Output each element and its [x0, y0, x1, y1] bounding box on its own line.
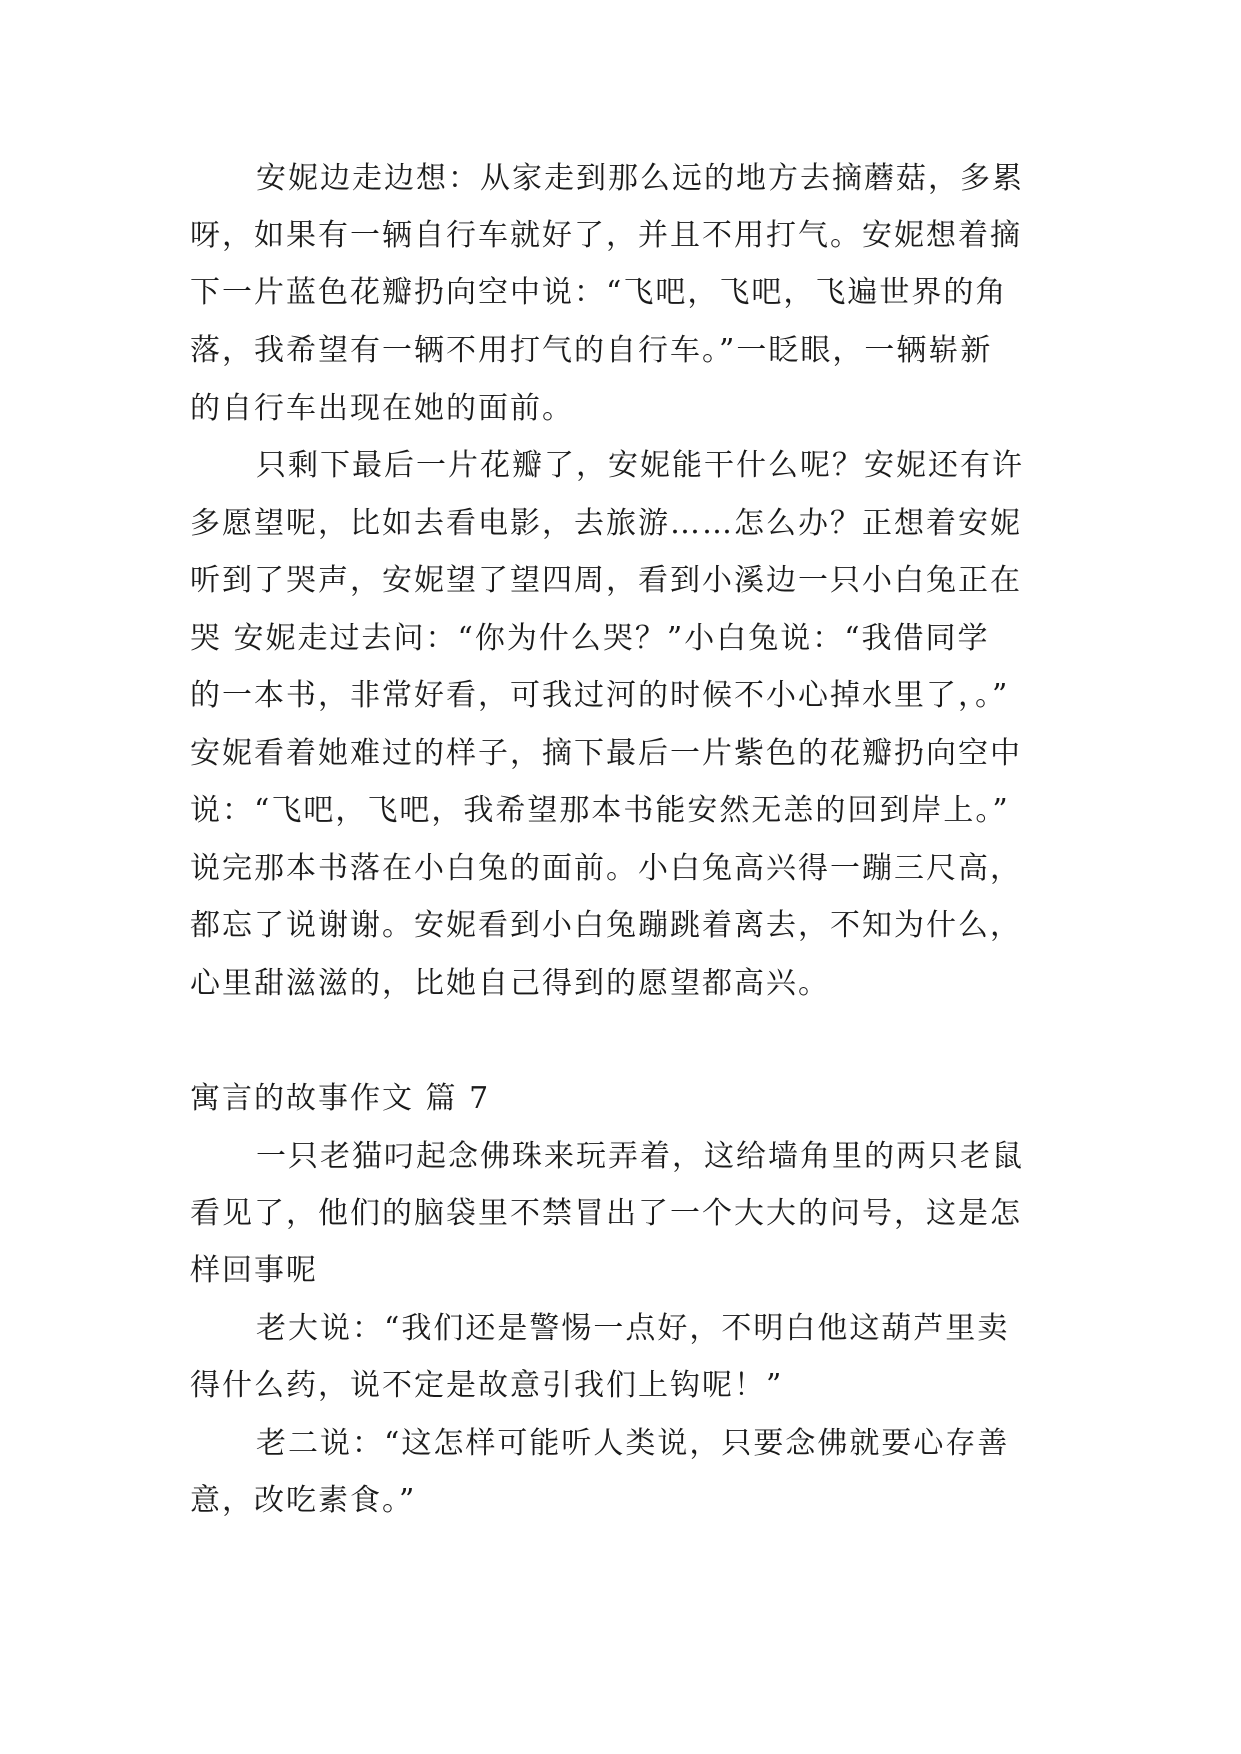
paragraph-line: 安妮看着她难过的样子，摘下最后一片紫色的花瓣扔向空中	[190, 736, 1022, 771]
paragraph-line: 多愿望呢，比如去看电影，去旅游……怎么办？正想着安妮	[190, 506, 1022, 541]
paragraph-line: 下一片蓝色花瓣扔向空中说：“飞吧，飞吧，飞遍世界的角	[190, 275, 1008, 310]
paragraph-line: 呀，如果有一辆自行车就好了，并且不用打气。安妮想着摘	[190, 218, 1022, 253]
paragraph-line: 老二说：“这怎样可能听人类说，只要念佛就要心存善	[256, 1426, 1010, 1461]
paragraph-line: 的自行车出现在她的面前。	[190, 391, 574, 426]
paragraph-line: 意，改吃素食。”	[190, 1483, 417, 1518]
paragraph-line: 落，我希望有一辆不用打气的自行车。”一眨眼，一辆崭新	[190, 333, 993, 368]
paragraph-line: 的一本书，非常好看，可我过河的时候不小心掉水里了，。”	[190, 678, 1010, 713]
paragraph-line: 样回事呢	[190, 1253, 318, 1288]
paragraph-line: 心里甜滋滋的，比她自己得到的愿望都高兴。	[190, 966, 830, 1001]
paragraph-line: 只剩下最后一片花瓣了，安妮能干什么呢？安妮还有许	[256, 448, 1024, 483]
paragraph-line: 哭 安妮走过去问：“你为什么哭？”小白兔说：“我借同学	[190, 621, 990, 656]
section-heading: 寓言的故事作文 篇 7	[190, 1081, 491, 1116]
paragraph-line: 说：“飞吧，飞吧，我希望那本书能安然无恙的回到岸上。”	[190, 793, 1010, 828]
paragraph-line: 都忘了说谢谢。安妮看到小白兔蹦跳着离去，不知为什么，	[190, 908, 1022, 943]
paragraph-line: 说完那本书落在小白兔的面前。小白兔高兴得一蹦三尺高，	[190, 851, 1022, 886]
paragraph-line: 得什么药，说不定是故意引我们上钩呢！”	[190, 1368, 784, 1403]
paragraph-line: 安妮边走边想：从家走到那么远的地方去摘蘑菇，多累	[256, 161, 1024, 196]
paragraph-line: 看见了，他们的脑袋里不禁冒出了一个大大的问号，这是怎	[190, 1196, 1022, 1231]
paragraph-line: 老大说：“我们还是警惕一点好，不明白他这葫芦里卖	[256, 1311, 1010, 1346]
paragraph-line: 听到了哭声，安妮望了望四周，看到小溪边一只小白兔正在	[190, 563, 1022, 598]
paragraph-line: 一只老猫叼起念佛珠来玩弄着，这给墙角里的两只老鼠	[256, 1139, 1024, 1174]
